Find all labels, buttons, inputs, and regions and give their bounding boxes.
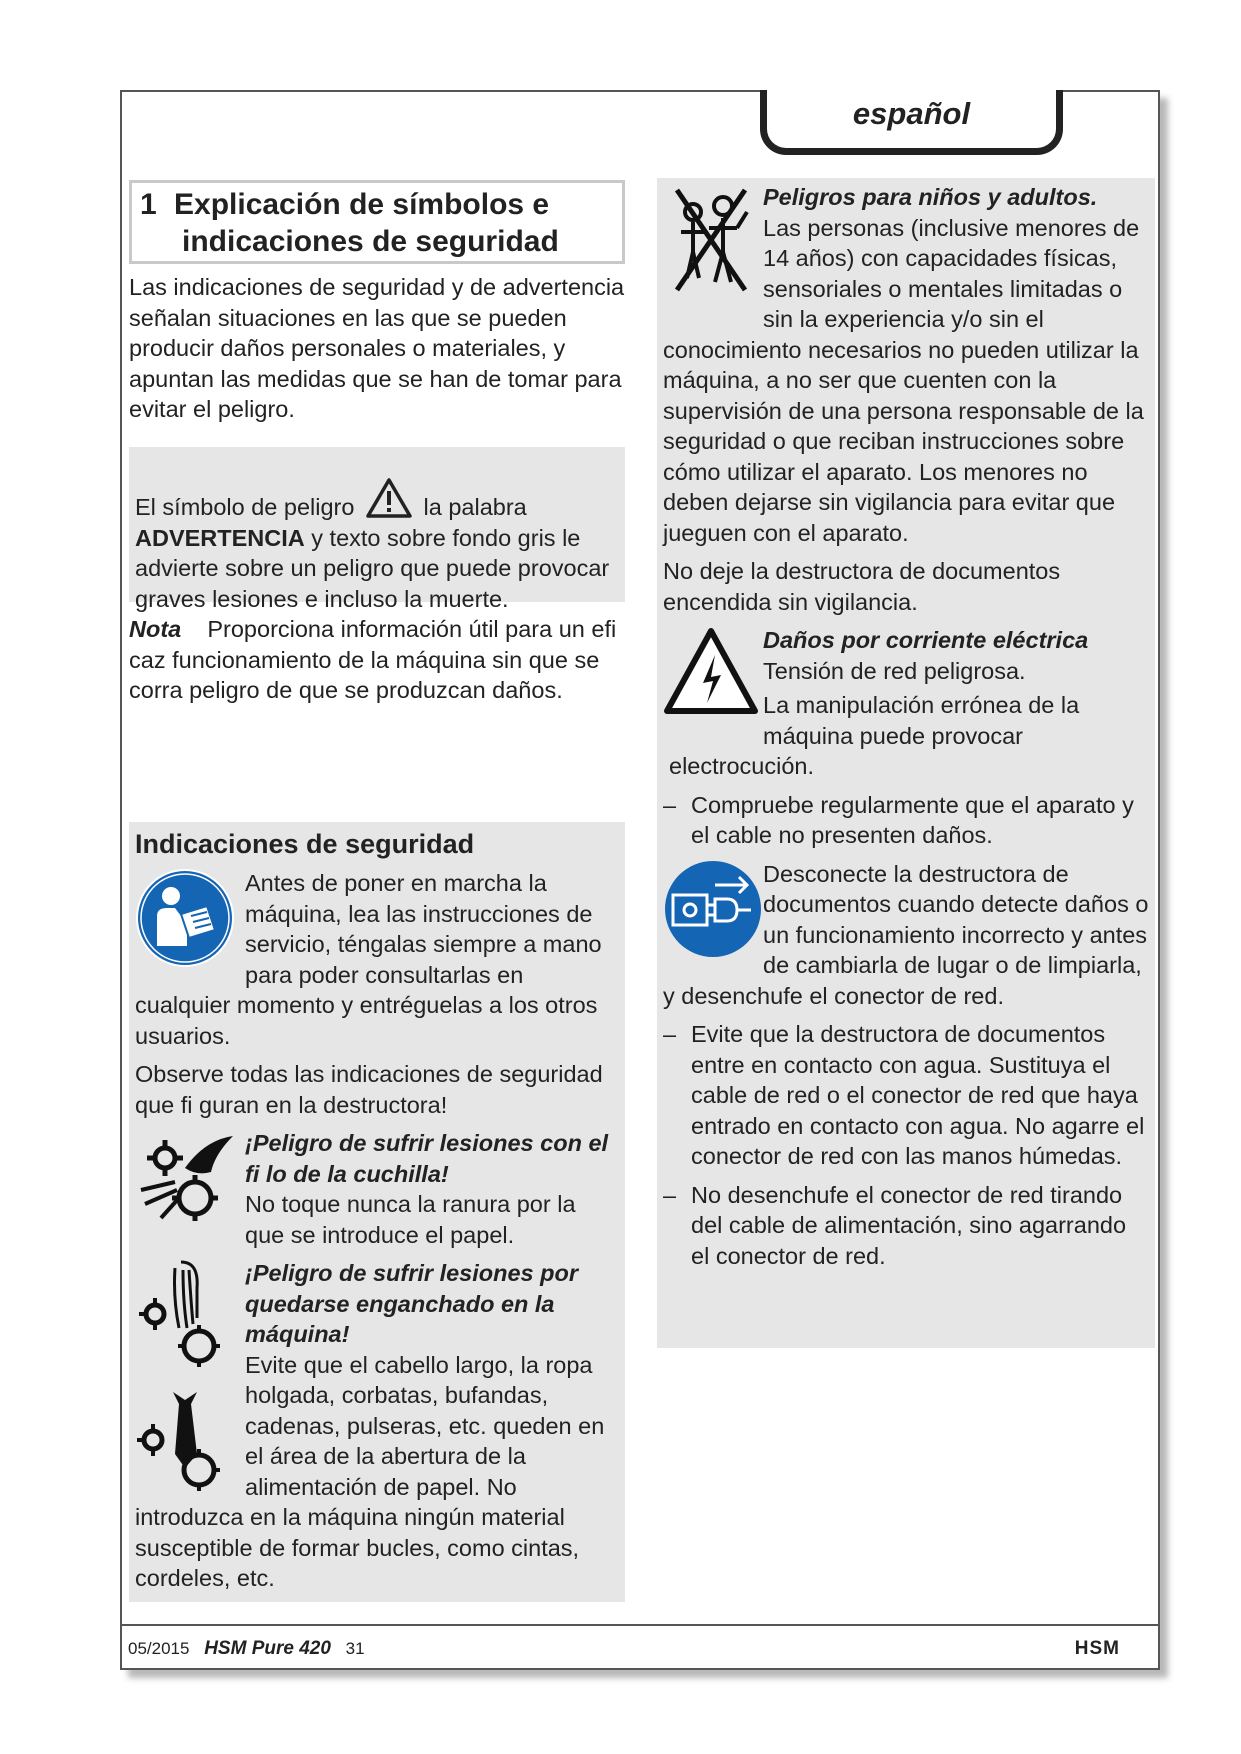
blade-warning-text: No toque nunca la ranura por la que se introduce el papel. [245,1191,576,1248]
electric-warning-title: Daños por corriente eléctrica [763,627,1089,653]
footer-date: 05/2015 [128,1639,190,1658]
unplug-item [663,859,1149,1012]
water-item [663,1019,1149,1172]
dash-bullet: – [663,791,677,818]
check-cable-item [663,790,1149,851]
unattended-text: No deje la destructora de documentos encendida sin vigilancia. [663,558,1061,615]
footer-page-number: 31 [345,1639,365,1658]
read-manual-block [135,868,619,1051]
read-manual-icon [135,868,235,968]
electric-hazard-icon [663,625,759,717]
children-warning [663,182,1149,548]
entangle-warning-text: Evite que el cabello largo, la ropa holgada, corbatas, bufandas, cadenas, pulseras, etc. queden en el área de la abertura de la alimentación de papel. No introduzca en la máquina ningún material susceptible de formar bucles, como cintas, cordeles, etc. [135,1351,605,1591]
intro-paragraph [129,272,625,425]
pull-plug-text: No desenchufe el conector de red tirando del cable de alimentación, sino agarrando el conector de red. [691,1181,1127,1269]
right-column-box [657,178,1155,1348]
read-manual-text: Antes de poner en marcha la máquina, lea las instrucciones de servicio, téngalas siempre a mano para poder consultarlas en cualquier momento y entréguelas a los otros usuarios. [135,870,602,1049]
intro-text: Las indicaciones de seguridad y de advertencia señalan situaciones en las que se pueden producir daños personales o materiales, y apuntan las medidas que se han de tomar para evitar el peligro. [129,274,625,422]
section-title-line2: indicaciones de seguridad [182,225,559,258]
safety-heading: Indicaciones de seguridad [135,829,475,859]
unplug-text: Desconecte la destructora de documentos cuando detecte daños o un funcionamiento incorrecto y antes de cambiarla de lugar o de limpiarla, y desenchufe el conector de red. [663,860,1149,1009]
children-warning-text: Las personas (inclusive menores de 14 años) con capacidades físicas, sensoriales o mentales limitadas o sin la experiencia y/o sin el conocimiento necesarios no pueden utilizar la máquina, a no ser que cuenten con la supervisión de una persona responsable de la seguridad o que reciban instrucciones sobre cómo utilizar el aparato. Los menores no deben dejarse sin vigilancia para evitar que jueguen con el aparato. [663,214,1144,546]
electric-warning-text: La manipulación errónea de la máquina puede provocar electrocución. [669,692,1080,779]
note-text: Proporciona información útil para un efi caz funcionamiento de la máquina sin que se corra peligro de que se produzcan daños. [129,616,617,703]
water-text: Evite que la destructora de documentos entre en contacto con agua. Sustituya el cable de red o el conector de red que haya entrado en contacto con agua. No agarre el conector de red con las manos húmedas. [691,1021,1145,1169]
danger-text-before: El símbolo de peligro [135,494,355,520]
entangle-warning [135,1258,619,1594]
safety-box [129,822,625,1602]
entangle-warning-title: ¡Peligro de sufrir lesiones por quedarse enganchado en la máquina! [245,1260,578,1347]
blade-warning-title: ¡Peligro de sufrir lesiones con el fi lo de la cuchilla! [245,1130,609,1187]
electric-warning [663,625,1149,782]
electric-warning-subtitle: Tensión de red peligrosa. [763,657,1026,684]
footer-brand-logo: HSM [1074,1638,1120,1659]
dash-bullet: – [663,1181,677,1208]
danger-text-after: la palabra [423,494,527,520]
observe-text: Observe todas las indicaciones de seguridad que fi guran en la destructora! [135,1061,603,1118]
dash-bullet: – [663,1021,677,1047]
footer-model: HSM Pure 420 [204,1638,331,1659]
children-warning-title: Peligros para niños y adultos. [763,184,1098,210]
blade-warning [135,1128,619,1250]
note-paragraph [129,614,625,706]
check-cable-text: Compruebe regularmente que el aparato y el cable no presenten daños. [691,791,1134,848]
pull-plug-item [663,1180,1149,1272]
hair-entanglement-icon [135,1258,235,1368]
unplug-icon [663,859,763,959]
tie-entanglement-icon [135,1384,235,1494]
page-footer [120,1624,1160,1659]
warning-triangle-icon [365,477,413,519]
no-children-icon [663,182,759,298]
section-number: 1 [140,188,157,221]
danger-keyword: ADVERTENCIA [135,524,305,551]
footer-left [128,1638,365,1660]
section-title [129,180,625,264]
danger-explanation-box [129,447,625,612]
blade-hazard-icon [135,1128,235,1232]
note-label: Nota [129,616,182,642]
section-title-line1: Explicación de símbolos e [174,188,550,221]
danger-text-rest: y texto sobre fondo gris le advierte sobre un peligro que puede provocar graves lesiones e incluso la muerte. [135,524,610,612]
language-label: español [852,96,971,131]
language-tab [760,90,1063,155]
